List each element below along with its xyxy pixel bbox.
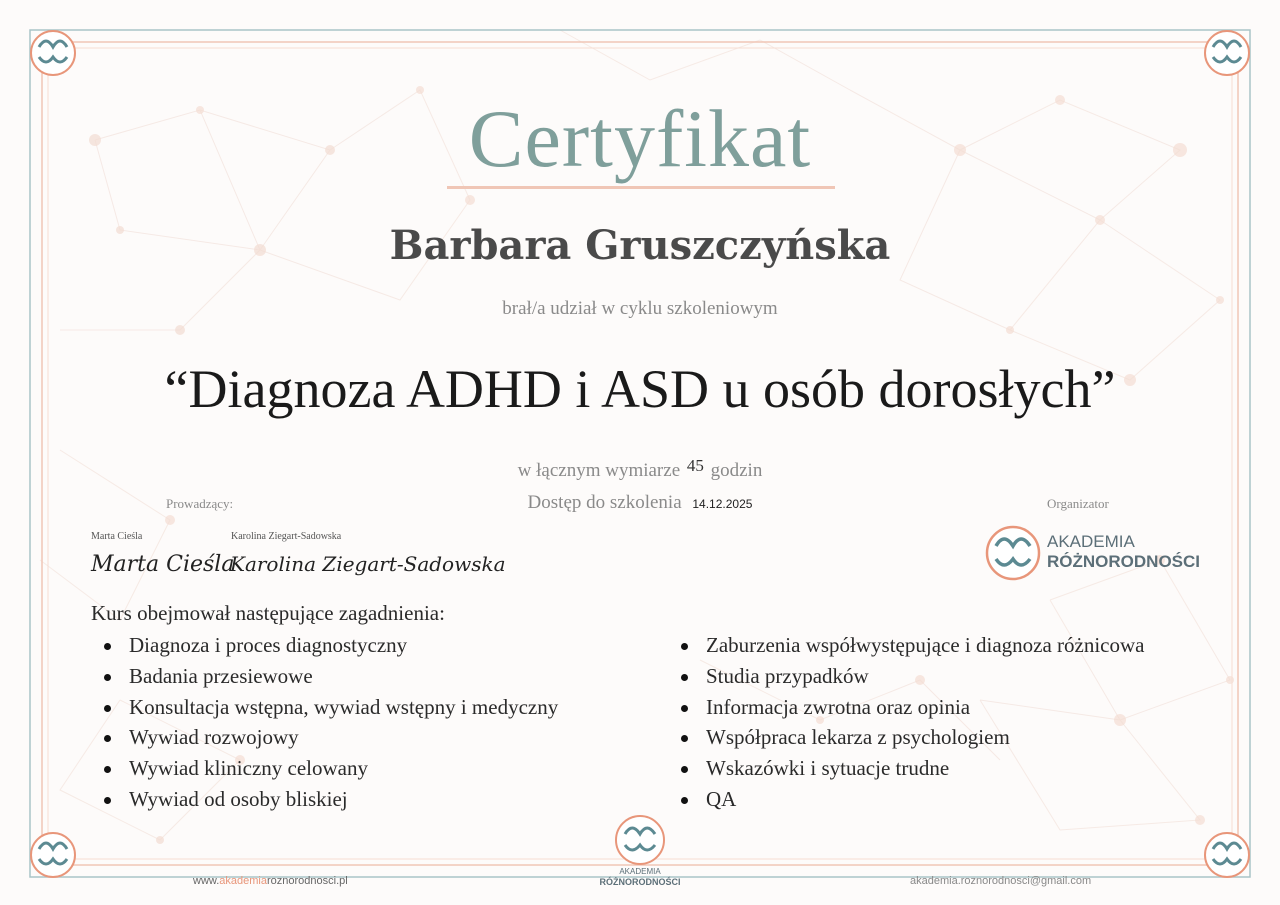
instructors-label: Prowadzący: (166, 496, 234, 511)
list-item: Studia przypadków (706, 661, 1145, 692)
list-item: Informacja zwrotna oraz opinia (706, 692, 1145, 723)
course-title: “Diagnoza ADHD i ASD u osób dorosłych” (164, 359, 1116, 419)
footer-logo-line2: RÓŻNORODNOŚCI (599, 877, 681, 887)
access-date: 14.12.2025 (692, 497, 753, 511)
hours-line (0, 456, 1280, 482)
recipient-name: Barbara Gruszczyńska (389, 222, 891, 269)
footer-site-main: roznorodnosci (266, 875, 337, 887)
topics-list-right (668, 630, 1145, 815)
topics-heading: Kurs obejmował następujące zagadnienia: (91, 601, 445, 625)
footer-email: akademia.roznorodnosci@gmail.com (910, 875, 1092, 887)
list-item: Konsultacja wstępna, wywiad wstępny i medyczny (129, 692, 558, 723)
footer-logo-line1: AKADEMIA (619, 867, 661, 876)
list-item: Zaburzenia współwystępujące i diagnoza różnicowa (706, 630, 1145, 661)
list-item: Wywiad kliniczny celowany (129, 753, 558, 784)
organizer-logo-line2: RÓŻNORODNOŚCI (1047, 552, 1200, 571)
organizer-brain-icon (987, 527, 1039, 579)
hours-prefix: w łącznym wymiarze (517, 460, 681, 481)
footer-site-prefix: www. (193, 875, 220, 887)
access-label: Dostęp do szkolenia (527, 492, 682, 513)
signature-2: Karolina Ziegart-Sadowska (230, 552, 506, 576)
footer-site-highlight: akademia (219, 875, 267, 887)
list-item: Wskazówki i sytuacje trudne (706, 753, 1145, 784)
list-item: Współpraca lekarza z psychologiem (706, 722, 1145, 753)
list-item: Wywiad od osoby bliskiej (129, 784, 558, 815)
corner-brain-icon-top-right (1205, 31, 1249, 75)
footer-brain-icon (616, 816, 664, 864)
signature-1: Marta Cieśla (91, 552, 235, 577)
topics-list-left (91, 630, 558, 815)
list-item: QA (706, 784, 1145, 815)
participation-text: brał/a udział w cyklu szkoleniowym (502, 298, 778, 319)
instructor-name-2: Karolina Ziegart-Sadowska (231, 531, 342, 542)
title-underline (447, 186, 835, 189)
organizer-logo-line1: AKADEMIA (1047, 532, 1135, 551)
list-item: Wywiad rozwojowy (129, 722, 558, 753)
hours-suffix: godzin (710, 460, 763, 481)
organizer-label: Organizator (1047, 496, 1109, 511)
footer-site-suffix: .pl (336, 875, 348, 887)
instructor-name-1: Marta Cieśla (91, 531, 143, 542)
corner-brain-icon-top-left (31, 31, 75, 75)
list-item: Badania przesiewowe (129, 661, 558, 692)
list-item: Diagnoza i proces diagnostyczny (129, 630, 558, 661)
certificate-title: Certyfikat (468, 93, 812, 184)
hours-value: 45 (686, 456, 704, 475)
